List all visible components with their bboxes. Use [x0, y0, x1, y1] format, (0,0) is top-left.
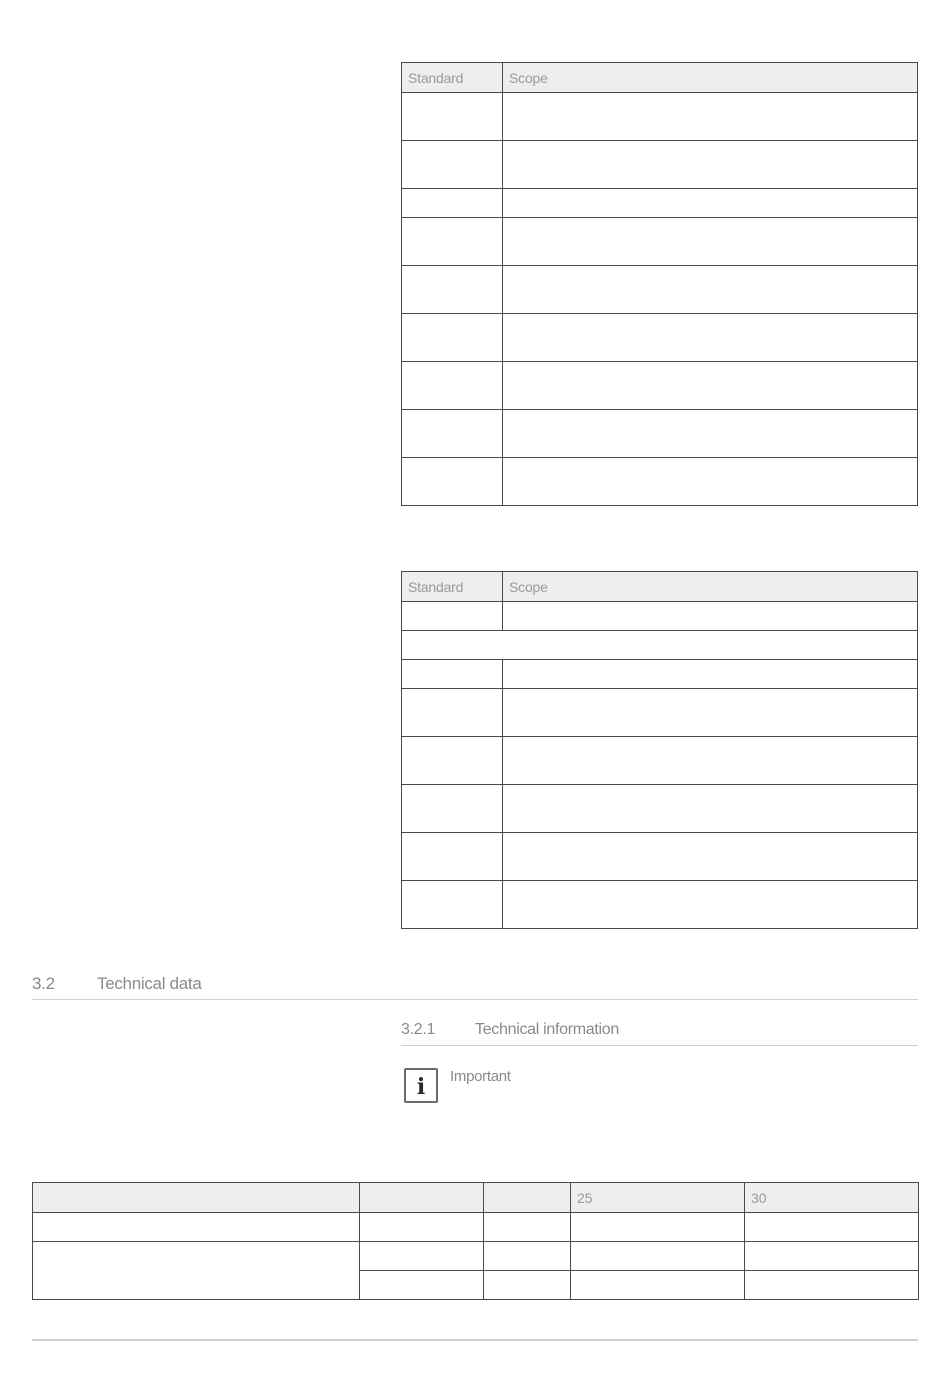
notice-label: Important: [450, 1068, 511, 1085]
table-row: [402, 689, 918, 737]
table-row: [402, 314, 918, 362]
header-cell-30: 30: [745, 1183, 919, 1213]
table-row: [402, 189, 918, 218]
table-row: [402, 881, 918, 929]
header-cell-25: 25: [571, 1183, 745, 1213]
table-header-row: [402, 63, 918, 93]
standards-table-1: [401, 62, 918, 506]
table-row: [402, 141, 918, 189]
subsection-number: 3.2.1: [401, 1021, 436, 1038]
table-row: [402, 93, 918, 141]
section-number: 3.2: [32, 974, 55, 993]
header-scope: Scope: [503, 63, 918, 93]
footer-divider: [32, 1339, 918, 1341]
section-title: Technical data: [97, 974, 202, 993]
subsection-title: Technical information: [475, 1021, 619, 1038]
info-icon: i: [404, 1068, 438, 1103]
subsection-heading: [401, 1020, 918, 1046]
table-row: [402, 458, 918, 506]
table-header-row: [402, 572, 918, 602]
header-cell: [33, 1183, 360, 1213]
header-cell: [484, 1183, 571, 1213]
table-span-row: [402, 631, 918, 660]
table-row: [402, 737, 918, 785]
table-row: [402, 410, 918, 458]
table-row: [402, 660, 918, 689]
table-row: [402, 266, 918, 314]
table-row: [402, 833, 918, 881]
section-heading: [32, 973, 918, 1000]
header-standard: Standard: [402, 572, 503, 602]
technical-data-table: [32, 1182, 919, 1300]
standards-table-2: [401, 571, 918, 929]
table-row: [33, 1213, 919, 1242]
table-row: [402, 785, 918, 833]
header-cell: [360, 1183, 484, 1213]
table-row: [402, 602, 918, 631]
table-row: [402, 362, 918, 410]
table-header-row: [33, 1183, 919, 1213]
header-scope: Scope: [503, 572, 918, 602]
table-row: [402, 218, 918, 266]
table-row: [33, 1242, 919, 1271]
header-standard: Standard: [402, 63, 503, 93]
